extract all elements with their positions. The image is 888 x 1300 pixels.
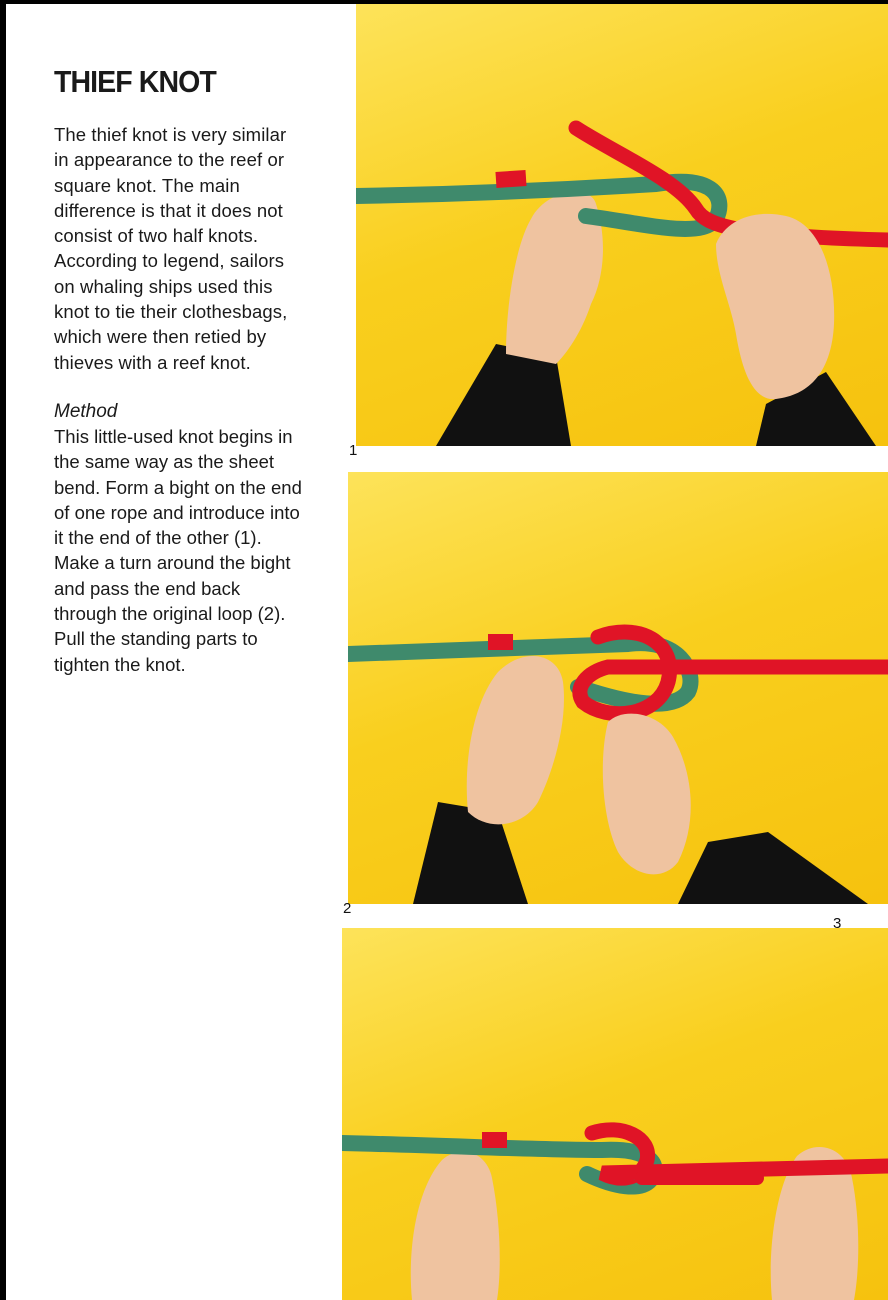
red-rope-end bbox=[496, 178, 526, 180]
text-column bbox=[54, 64, 304, 677]
method-heading: Method bbox=[54, 400, 118, 422]
page-title: THIEF KNOT bbox=[54, 64, 216, 99]
left-hand bbox=[411, 1152, 500, 1300]
page bbox=[6, 4, 888, 1300]
right-hand bbox=[716, 214, 834, 399]
method-paragraph: This little-used knot begins in the same way as the sheet bend. Form a bight on the end of one rope and introduce into it the end of the other (1). Make a turn around the bight and pass the end back through the original loop (2). Pull the standing parts to tighten the knot. bbox=[54, 425, 302, 675]
photo-step-3-illustration bbox=[342, 928, 888, 1300]
figure-number-1: 1 bbox=[349, 442, 358, 459]
photo-step-1-illustration bbox=[356, 4, 888, 446]
figure-number-2: 2 bbox=[343, 900, 352, 917]
photo-step-2 bbox=[348, 472, 888, 904]
figure-number-3: 3 bbox=[833, 915, 842, 932]
right-sleeve bbox=[678, 832, 868, 904]
photo-step-3 bbox=[342, 928, 888, 1300]
intro-paragraph: The thief knot is very similar in appearance to the reef or square knot. The main difference is that it does not consist of two half knots. According to legend, sailors on whaling ships used this knot to tie their clothesbags, which were then retied by thieves with a reef knot. bbox=[54, 124, 288, 373]
photo-step-1 bbox=[356, 4, 888, 446]
photo-step-2-illustration bbox=[348, 472, 888, 904]
right-hand bbox=[603, 714, 691, 875]
left-hand bbox=[467, 656, 564, 824]
